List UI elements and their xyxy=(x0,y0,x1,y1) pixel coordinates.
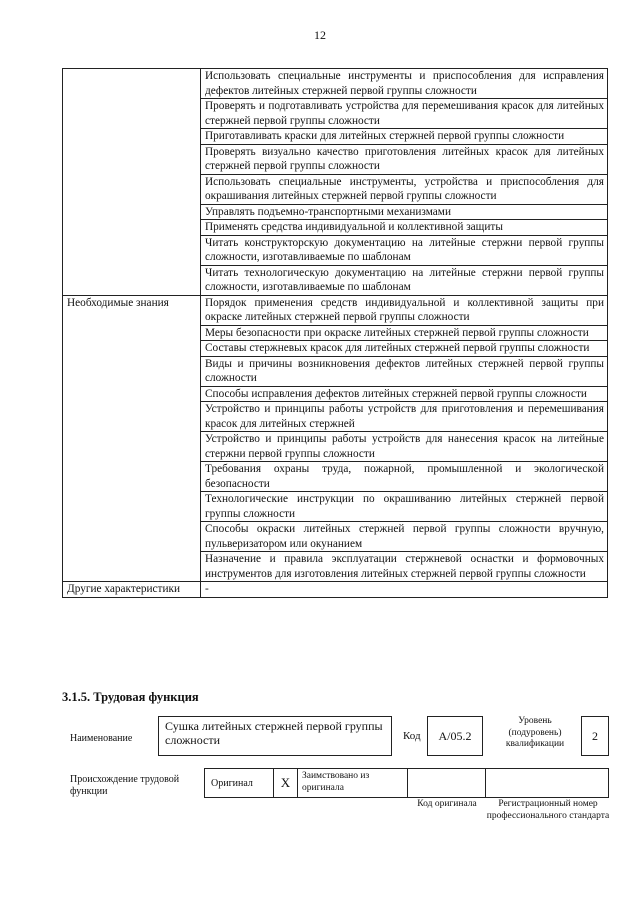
level-label: Уровень (подуровень) квалификации xyxy=(505,716,565,749)
level-value: 2 xyxy=(592,729,598,743)
code-original-caption: Код оригинала xyxy=(417,799,477,809)
table-cell: Проверять и подготавливать устройства для перемешивания красок для литейных стержней первой группы сложности xyxy=(201,99,608,129)
reg-number-cell xyxy=(486,769,608,797)
name-label: Наименование xyxy=(70,733,133,744)
table-cell: - xyxy=(201,582,608,598)
table-cell: Устройство и принципы работы устройств для приготовления и перемешивания красок для литейных стержней xyxy=(201,402,608,432)
table-cell: Порядок применения средств индивидуальной и коллективной защиты при окраске литейных стержней первой группы сложности xyxy=(201,295,608,325)
code-original-cell xyxy=(408,769,486,797)
table-cell: Виды и причины возникновения дефектов литейных стержней первой группы сложности xyxy=(201,356,608,386)
borrowed-cell xyxy=(298,769,408,797)
table-cell: Управлять подъемно-транспортными механизмами xyxy=(201,204,608,220)
other-label: Другие характеристики xyxy=(63,582,201,598)
table-row xyxy=(63,295,608,325)
table-cell: Проверять визуально качество приготовления литейных красок для литейных стержней первой группы сложности xyxy=(201,144,608,174)
skills-table xyxy=(62,68,608,598)
section-title: 3.1.5. Трудовая функция xyxy=(62,690,199,704)
table-row xyxy=(63,69,608,99)
table-row xyxy=(63,582,608,598)
table-cell: Требования охраны труда, пожарной, промышленной и экологической безопасности xyxy=(201,462,608,492)
origin-label: Происхождение трудовой функции xyxy=(70,774,180,797)
original-mark: X xyxy=(274,769,298,797)
page-number: 12 xyxy=(314,28,326,42)
knowledge-label: Необходимые знания xyxy=(63,295,201,582)
table-cell: Устройство и принципы работы устройств для нанесения красок на литейные стержни первой группы сложности xyxy=(201,432,608,462)
code-label: Код xyxy=(403,730,421,742)
table-cell: Читать технологическую документацию на литейные стержни первой группы сложности, изготавливаемые по шаблонам xyxy=(201,265,608,295)
table-cell: Меры безопасности при окраске литейных стержней первой группы сложности xyxy=(201,325,608,341)
skills-label-cell xyxy=(63,69,201,296)
code-value: A/05.2 xyxy=(438,729,472,743)
table-cell: Применять средства индивидуальной и коллективной защиты xyxy=(201,220,608,236)
table-cell: Читать конструкторскую документацию на литейные стержни первой группы сложности, изготавливаемые по шаблонам xyxy=(201,235,608,265)
table-cell: Способы исправления дефектов литейных стержней первой группы сложности xyxy=(201,386,608,402)
table-cell: Назначение и правила эксплуатации стержневой оснастки и формовочных инструментов для изготовления литейных стержней первой группы сложности xyxy=(201,552,608,582)
original-cell xyxy=(205,769,274,797)
code-box xyxy=(427,716,483,756)
origin-row xyxy=(204,768,609,798)
original-label: Оригинал xyxy=(211,778,253,789)
function-name-value: Сушка литейных стержней первой группы сложности xyxy=(165,719,383,747)
level-box xyxy=(581,716,609,756)
table-cell: Способы окраски литейных стержней первой группы сложности вручную, пульверизатором или окунанием xyxy=(201,522,608,552)
borrowed-label: Заимствовано из оригинала xyxy=(302,771,370,793)
table-cell: Технологические инструкции по окрашиванию литейных стержней первой группы сложности xyxy=(201,492,608,522)
reg-number-caption: Регистрационный номер профессионального стандарта xyxy=(486,799,610,821)
table-cell: Составы стержневых красок для литейных стержней первой группы сложности xyxy=(201,341,608,357)
table-cell: Использовать специальные инструменты и приспособления для исправления дефектов литейных стержней первой группы сложности xyxy=(201,69,608,99)
table-cell: Приготавливать краски для литейных стержней первой группы сложности xyxy=(201,129,608,145)
table-cell: Использовать специальные инструменты, устройства и приспособления для окрашивания литейных стержней первой группы сложности xyxy=(201,174,608,204)
function-name-box xyxy=(158,716,392,756)
